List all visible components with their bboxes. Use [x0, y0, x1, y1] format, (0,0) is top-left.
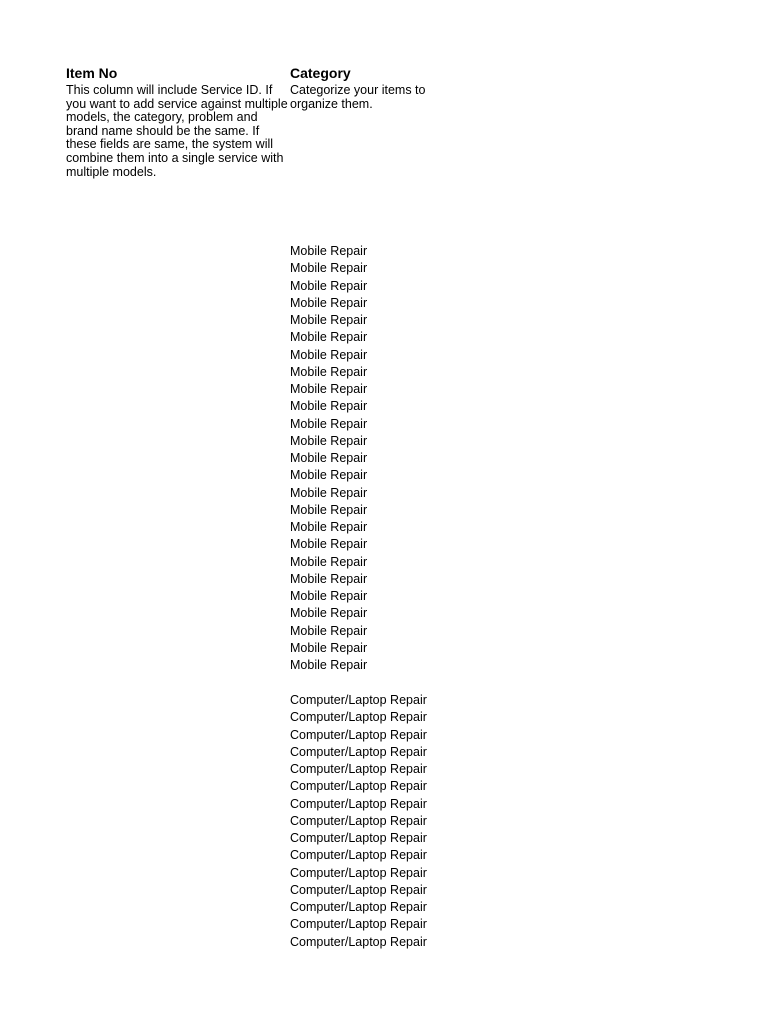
category-cell: Mobile Repair [290, 589, 368, 603]
category-cell: Mobile Repair [290, 382, 368, 396]
category-cell: Mobile Repair [290, 330, 368, 345]
mobile-repair-list [290, 243, 367, 674]
category-cell: Mobile Repair [290, 295, 368, 310]
category-cell: Mobile Repair [290, 571, 368, 586]
category-cell: Mobile Repair [290, 451, 368, 465]
category-cell: Computer/Laptop Repair [290, 813, 427, 828]
category-cell: Mobile Repair [290, 278, 368, 293]
category-cell: Mobile Repair [290, 606, 368, 621]
category-header: Category [290, 65, 351, 81]
category-cell: Computer/Laptop Repair [290, 710, 427, 725]
category-cell: Mobile Repair [290, 502, 368, 517]
category-cell: Mobile Repair [290, 554, 368, 569]
category-cell: Computer/Laptop Repair [290, 762, 427, 776]
category-cell: Mobile Repair [290, 520, 368, 534]
category-cell: Computer/Laptop Repair [290, 917, 427, 932]
item-no-column [66, 64, 288, 179]
category-cell: Mobile Repair [290, 468, 368, 483]
category-cell: Mobile Repair [290, 364, 368, 379]
category-cell: Mobile Repair [290, 261, 368, 276]
category-cell: Computer/Laptop Repair [290, 727, 427, 742]
category-description: Categorize your items to organize them. [290, 83, 426, 111]
category-cell: Computer/Laptop Repair [290, 934, 427, 949]
category-cell: Computer/Laptop Repair [290, 900, 427, 914]
category-cell: Mobile Repair [290, 313, 368, 327]
category-cell: Mobile Repair [290, 537, 368, 552]
category-cell: Mobile Repair [290, 347, 368, 362]
category-cell: Computer/Laptop Repair [290, 865, 427, 880]
category-cell: Mobile Repair [290, 485, 368, 500]
category-cell: Mobile Repair [290, 623, 368, 638]
category-cell: Computer/Laptop Repair [290, 779, 427, 794]
category-cell: Mobile Repair [290, 416, 368, 431]
category-column [290, 64, 460, 111]
category-cell: Computer/Laptop Repair [290, 848, 427, 863]
category-cell: Computer/Laptop Repair [290, 693, 427, 707]
item-no-description: This column will include Service ID. If you want to add service against multiple models, the category, problem and brand name should be the same. If these fields are same, the system will combine them into a single service with multiple models. [66, 83, 288, 179]
category-cell: Mobile Repair [290, 244, 368, 258]
category-cell: Mobile Repair [290, 658, 368, 672]
category-cell: Computer/Laptop Repair [290, 796, 427, 811]
category-cell: Mobile Repair [290, 399, 368, 414]
category-cell: Computer/Laptop Repair [290, 744, 427, 759]
category-cell: Mobile Repair [290, 640, 368, 655]
item-no-header: Item No [66, 65, 118, 81]
category-cell: Mobile Repair [290, 433, 368, 448]
category-cell: Computer/Laptop Repair [290, 831, 427, 845]
category-cell: Computer/Laptop Repair [290, 882, 427, 897]
computer-repair-list [290, 692, 427, 951]
